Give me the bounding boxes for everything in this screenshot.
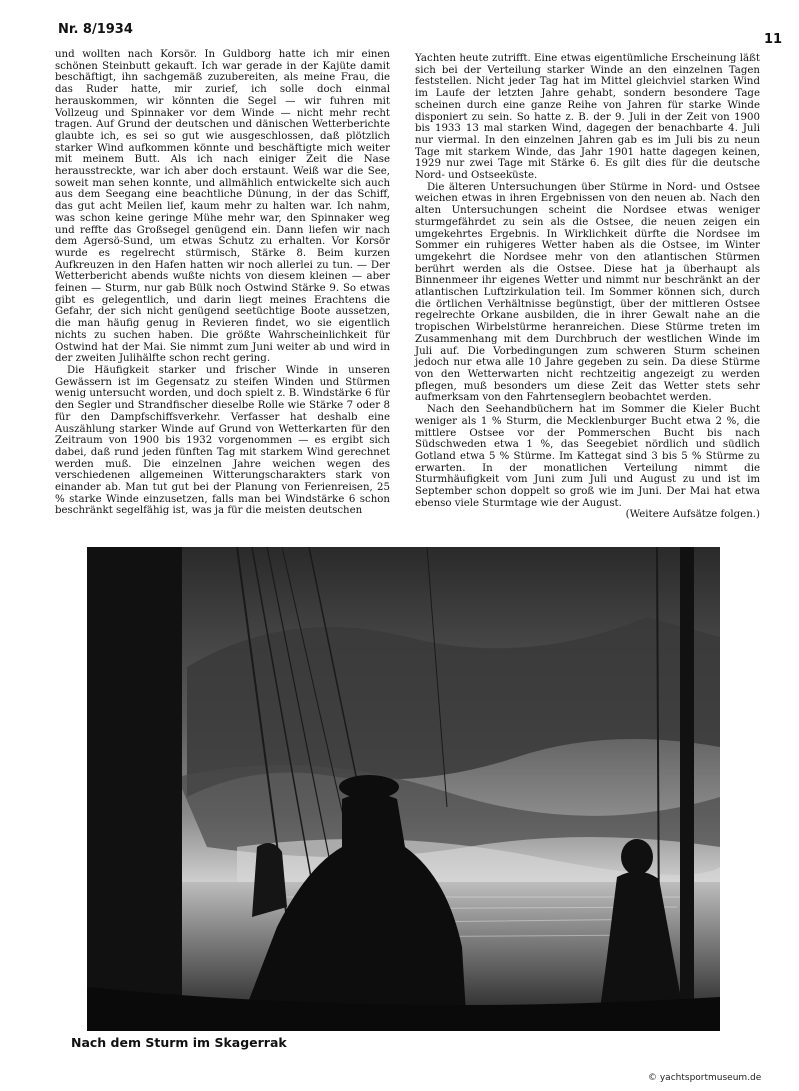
paragraph: Die Häufigkeit starker und frischer Winde in unseren Gewässern ist im Gegensatz zu steifen Winden und Stürmen wenig untersucht worden, und doch spielt z. B. Windstärke 6 für den Segler und Strandfischer dieselbe Rolle wie Stärke 7 oder 8 für den Dampfschiffsverkehr. Verfasser hat deshalb eine Auszählung starker Winde auf Grund von Wetterkarten für den Zeitraum von 1900 bis 1932 vorgenommen — es ergibt sich dabei, daß rund jeden fünften Tag mit starkem Wind gerechnet werden muß. Die einzelnen Jahre weichen wegen des verschiedenen allgemeinen Witterungscharakters stark von einander ab. Man tut gut bei der Planung von Ferienreisen, 25 % starke Winde einzusetzen, falls man bei Windstärke 6 schon beschränkt segelfähig ist, was ja für die meisten deutschen (55, 364, 390, 517)
text-column-left (55, 49, 390, 517)
paragraph: und wollten nach Korsör. In Guldborg hatte ich mir einen schönen Steinbutt gekauft. Ich war gerade in der Kajüte damit beschäftigt, ihn sachgemäß zuzubereiten, als meine Frau, die das Ruder hatte, mir zurief, ich solle doch einmal herauskommen, wir könnten die Segel — wir fuhren mit Vollzeug und Spinnaker vor dem Winde — nicht mehr recht tragen. Auf Grund der deutschen und dänischen Wetterberichte glaubte ich, es sei so gut wie ausgeschlossen, daß plötzlich starker Wind aufkommen könnte und beschäftigte mich weiter mit meinem Butt. Als ich nach einiger Zeit die Nase herausstreckte, war ich aber doch erstaunt. Weiß war die See, soweit man sehen konnte, und allmählich entwickelte sich auch aus dem Seegang eine beachtliche Dünung, in der das Schiff, das gut acht Meilen lief, kaum mehr zu halten war. Ich nahm, was schon keine geringe Mühe mehr war, den Spinnaker weg und reffte das Großsegel genügend ein. Dann liefen wir nach dem Agersö-Sund, um etwas Schutz zu erhalten. Vor Korsör wurde es regelrecht stürmisch, Stärke 8. Beim kurzen Aufkreuzen in den Hafen hatten wir noch allerlei zu tun. — Der Wetterbericht abends wußte nichts von diesem kleinen — aber feinen — Sturm, nur gab Bülk noch Ostwind Stärke 9. So etwas gibt es gelegentlich, und darin liegt meines Erachtens die Gefahr, der sich nicht genügend seetüchtige Boote aussetzen, die man häufig genug in Revieren findet, wo sie eigentlich nichts zu suchen haben. Die größte Wahrscheinlichkeit für Ostwind hat der Mai. Sie nimmt zum Juni weiter ab und wird in der zweiten Julihälfte schon recht gering. (55, 49, 390, 365)
sunset-sailing-photo (87, 547, 720, 1031)
photo-caption: Nach dem Sturm im Skagerrak (71, 1035, 287, 1050)
issue-number: Nr. 8/1934 (58, 22, 133, 37)
page-number: 11 (764, 32, 783, 47)
text-column-right (415, 53, 760, 521)
paragraph: Die älteren Untersuchungen über Stürme in Nord- und Ostsee weichen etwas in ihren Ergebnissen von den neuen ab. Nach den alten Untersuchungen scheint die Nordsee etwas weniger sturmgefährdet zu sein als die Ostsee, die neuen zeigen ein umgekehrtes Ergebnis. In Wirklichkeit dürfte die Nordsee im Sommer ein ruhigeres Wetter haben als die Ostsee, im Winter umgekehrt die Nordsee mehr von den atlantischen Stürmen berührt werden als die Ostsee. Diese hat ja überhaupt als Binnenmeer ihr eigenes Wetter und nimmt nur beschränkt an der atlantischen Luftzirkulation teil. Im Sommer können sich, durch die örtlichen Verhältnisse begünstigt, über der mittleren Ostsee regelrechte Orkane ausbilden, die in ihrer Gewalt nahe an die tropischen Wirbelstürme heranreichen. Diese Stürme treten im Zusammenhang mit dem Durchbruch der westlichen Winde im Juli auf. Die Vorbedingungen zum schweren Sturm scheinen jedoch nur etwa alle 10 Jahre gegeben zu sein. Da diese Stürme von den Wetterwarten nicht rechtzeitig angezeigt zu werden pflegen, muß besonders um diese Zeit das Wetter stets sehr aufmerksam von den Fahrtenseglern beobachtet werden. (415, 181, 760, 404)
watermark: © yachtsportmuseum.de (648, 1073, 762, 1083)
paragraph: Yachten heute zutrifft. Eine etwas eigentümliche Erscheinung läßt sich bei der Verteilung starker Winde an den einzelnen Tagen feststellen. Nicht jeder Tag hat im Mittel gleichviel starken Wind im Laufe der letzten Jahre gehabt, sondern besondere Tage scheinen durch eine ganze Reihe von Jahren für starke Winde disponiert zu sein. So hatte z. B. der 9. Juli in der Zeit von 1900 bis 1933 13 mal starken Wind, dagegen der benachbarte 4. Juli nur viermal. In den einzelnen Jahren gab es im Juli bis zu neun Tage mit starkem Winde, das Jahr 1901 hatte dagegen keinen, 1929 nur zwei Tage mit Stärke 6. Es gilt dies für die deutsche Nord- und Ostseeküste. (415, 53, 760, 182)
paragraph: Nach den Seehandbüchern hat im Sommer die Kieler Bucht weniger als 1 % Sturm, die Mecklenburger Bucht etwa 2 %, die mittlere Ostsee vor der Pommerschen Bucht bis nach Südschweden etwa 1 %, das Seegebiet nördlich und südlich Gotland etwa 5 % Stürme. Im Kattegat sind 3 bis 5 % Stürme zu erwarten. In der monatlichen Verteilung nimmt die Sturmhäufigkeit vom Juni zum Juli und August zu und ist im September schon doppelt so groß wie im Juni. Der Mai hat etwa ebenso viele Sturmtage wie der August. (415, 404, 760, 509)
continuation-note: (Weitere Aufsätze folgen.) (625, 509, 760, 521)
